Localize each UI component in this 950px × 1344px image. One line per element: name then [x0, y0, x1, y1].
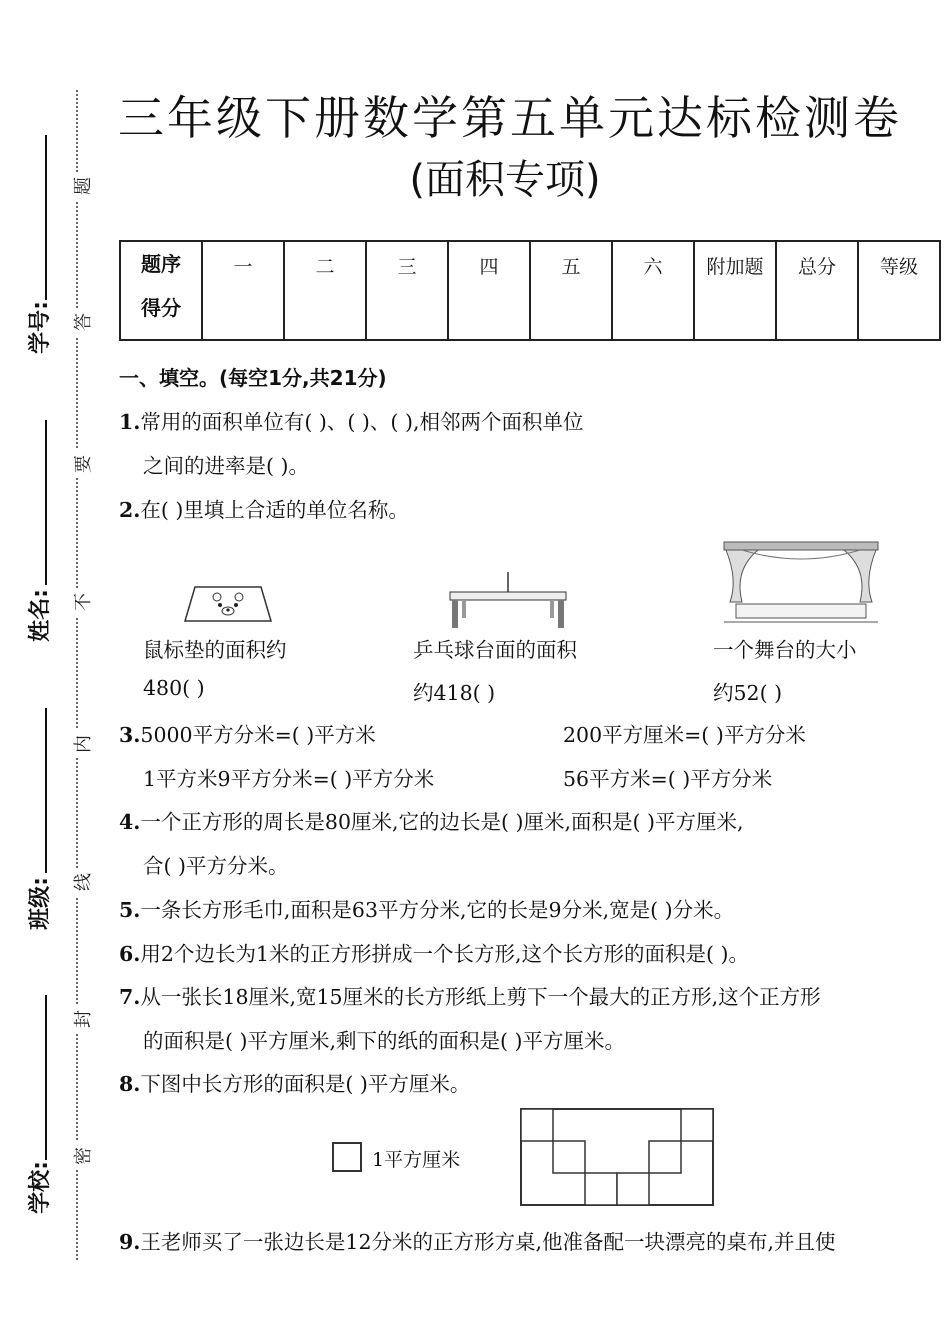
item-stage-line1: 一个舞台的大小 — [713, 638, 857, 662]
score-cell[interactable]: 总分 — [776, 241, 858, 340]
question-text: 常用的面积单位有( )、( )、( ),相邻两个面积单位 — [140, 410, 584, 434]
row-label-score: 得分 — [141, 296, 181, 320]
seal-char: 不 — [70, 588, 98, 616]
seal-char: 密 — [70, 1142, 98, 1170]
item-mousepad-line1: 鼠标垫的面积约 — [143, 638, 287, 662]
question-text: 一条长方形毛巾,面积是63平方分米,它的长是9分米,宽是( )分米。 — [140, 898, 735, 922]
seal-dotted-line — [76, 90, 78, 1260]
question-1-cont: 之间的进率是( )。 — [143, 454, 310, 478]
score-table — [119, 240, 941, 341]
score-cell[interactable]: 附加题 — [694, 241, 776, 340]
question-3 — [119, 718, 376, 748]
row-label-order: 题序 — [141, 252, 181, 276]
seal-char: 题 — [70, 172, 98, 200]
question-7-cont: 的面积是( )平方厘米,剩下的纸的面积是( )平方厘米。 — [143, 1029, 626, 1053]
question-number: 8. — [119, 1072, 141, 1096]
question-3-b: 200平方厘米=( )平方分米 — [563, 723, 806, 747]
score-row-labels — [120, 241, 202, 340]
student-id-label: 学号: — [27, 301, 53, 354]
score-cell[interactable]: 四 — [448, 241, 530, 340]
score-cell[interactable]: 等级 — [858, 241, 940, 340]
seal-char: 内 — [70, 730, 98, 758]
question-text: 王老师买了一张边长是12分米的正方形方桌,他准备配一块漂亮的桌布,并且使 — [140, 1230, 836, 1254]
question-5 — [119, 893, 734, 923]
seal-char: 要 — [70, 450, 98, 478]
seal-char: 答 — [70, 308, 98, 336]
question-text: 从一张长18厘米,宽15厘米的长方形纸上剪下一个最大的正方形,这个正方形 — [140, 985, 821, 1009]
question-4 — [119, 805, 744, 835]
school-label: 学校: — [27, 1161, 53, 1214]
question-3-c: 1平方米9平方分米=( )平方分米 — [143, 767, 435, 791]
question-number: 2. — [119, 498, 141, 522]
question-number: 6. — [119, 942, 141, 966]
question-9 — [119, 1225, 836, 1255]
score-cell[interactable]: 一 — [202, 241, 284, 340]
item-mousepad-line2: 480( ) — [143, 676, 205, 700]
question-text: 下图中长方形的面积是( )平方厘米。 — [140, 1072, 471, 1096]
question-number: 5. — [119, 898, 141, 922]
question-4-cont: 合( )平方分米。 — [143, 854, 289, 878]
class-label: 班级: — [27, 877, 53, 930]
question-number: 7. — [119, 985, 141, 1009]
question-text: 一个正方形的周长是80厘米,它的边长是( )厘米,面积是( )平方厘米, — [140, 810, 744, 834]
school-line — [45, 995, 47, 1160]
section-heading: 一、填空。(每空1分,共21分) — [119, 366, 387, 390]
name-label: 姓名: — [27, 589, 53, 642]
question-text: 用2个边长为1米的正方形拼成一个长方形,这个长方形的面积是( )。 — [140, 942, 750, 966]
question-3-d: 56平方米=( )平方分米 — [563, 767, 773, 791]
item-table-line1: 乒乓球台面的面积 — [413, 638, 577, 662]
question-6 — [119, 937, 749, 967]
mousepad-illustration — [183, 585, 273, 625]
question-text: 5000平方分米=( )平方米 — [140, 723, 376, 747]
class-line — [45, 708, 47, 873]
score-cell[interactable]: 三 — [366, 241, 448, 340]
pingpong-table-illustration — [448, 570, 568, 630]
item-table-line2: 约418( ) — [413, 681, 496, 705]
seal-char: 线 — [70, 868, 98, 896]
seal-char: 封 — [70, 1005, 98, 1033]
stage-illustration — [722, 540, 880, 624]
question-number: 3. — [119, 723, 141, 747]
unit-square-label: 1平方厘米 — [372, 1149, 461, 1171]
question-text: 在( )里填上合适的单位名称。 — [140, 498, 409, 522]
question-8 — [119, 1067, 470, 1097]
question-number: 4. — [119, 810, 141, 834]
page-subtitle: (面积专项) — [409, 157, 601, 203]
name-line — [45, 420, 47, 585]
rectangle-grid-figure — [520, 1108, 714, 1206]
question-7 — [119, 980, 821, 1010]
student-id-line — [45, 135, 47, 300]
question-number: 9. — [119, 1230, 141, 1254]
question-2 — [119, 493, 409, 523]
question-1 — [119, 405, 583, 435]
score-cell[interactable]: 二 — [284, 241, 366, 340]
score-cell[interactable]: 六 — [612, 241, 694, 340]
page-title: 三年级下册数学第五单元达标检测卷 — [118, 91, 902, 145]
item-stage-line2: 约52( ) — [713, 681, 783, 705]
score-cell[interactable]: 五 — [530, 241, 612, 340]
question-number: 1. — [119, 410, 141, 434]
unit-square-legend — [332, 1142, 362, 1172]
